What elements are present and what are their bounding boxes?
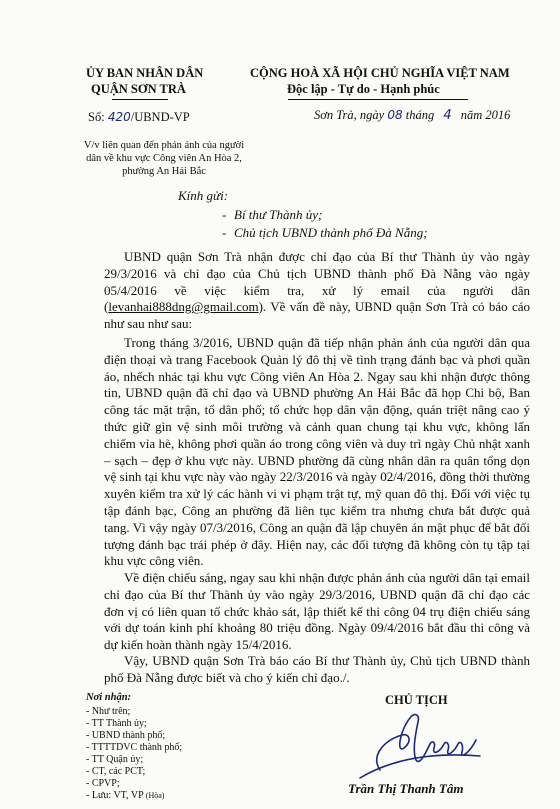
date-day: 08 xyxy=(387,108,403,122)
org-underline xyxy=(112,99,168,100)
motto: Độc lập - Tự do - Hạnh phúc xyxy=(287,82,440,96)
body-paragraph-1 xyxy=(104,249,530,333)
recipient-item: - UBND thành phố; xyxy=(86,730,166,741)
subject-block xyxy=(74,140,254,178)
date-month-label: tháng xyxy=(405,108,435,122)
email-link[interactable]: levanhai888dng@gmail.com xyxy=(108,299,259,315)
p1-text: UBND quận Sơn Trà nhận được chỉ đạo của Bí thư Thành ủy vào ngày 29/3/2016 và chỉ đạo của Chủ tịch UBND thành phố Đà Nẵng vào ngày 05/4/2016 về việc kiểm tra, xử lý email của người dân ( xyxy=(104,249,530,315)
subject-line: phường An Hải Bắc xyxy=(122,165,206,177)
dash-mark: - xyxy=(222,207,227,222)
p2-text: Trong tháng 3/2016, UBND quận đã tiếp nhận phản ánh của người dân qua điện thoại và trang Facebook Quản lý đô thị về tình trạng đánh bạc và phơi quần áo, nhếch nhác tại khu vực Công viên An Hòa 2. Ngay sau khi nhận được thông tin, UBND quận đã chỉ đạo và UBND phường An Hải Bắc đã họp Chi bộ, Ban công tác mặt trận, tổ dân phố; tổ chức họp dân vận động, quán triệt nâng cao ý thức giữ gìn vệ sinh môi trường và cảnh quan chung tại khu vực, không lấn chiếm vỉa hè, không phơi quần áo trong công viên và duy trì ngày Chủ nhật xanh – sạch – đẹp ở khu vực này. UBND phường đã cùng nhân dân ra quân tổng dọn vệ sinh tại khu vực này vào ngày 22/3/2016 và ngày 02/4/2016, đồng thời thường xuyên kiểm tra xử lý các hành vi vi phạm trật tự, mỹ quan đô thị. Đối với việc tụ tập đánh bạc, Công an phường đã liên tục kiểm tra nhưng chưa bắt được quả tang. Vì vậy ngày 07/3/2016, Công an quận đã lập chuyên án mật phục để bắt đối tượng đánh bạc trái phép ở đây. Hiện nay, các đối tượng đã không còn tụ tập tại khu vực công viên. xyxy=(104,335,530,569)
recipient-text: Bí thư Thành ủy; xyxy=(234,207,323,222)
recipients-title: Nơi nhận: xyxy=(86,692,132,703)
greeting-recipient xyxy=(222,207,322,223)
p1-text-end: ). Về vấn đề này, UBND quận Sơn Trà có báo cáo như sau như sau: xyxy=(104,299,530,332)
p3-text: Về điện chiếu sáng, ngay sau khi nhận được phản ánh của người dân tại email chỉ đạo của Bí thư Thành ủy vào ngày 29/3/2016, UBND quận đã chỉ đạo các đơn vị có liên quan tổ chức khảo sát, lập thiết kế thi công 04 trụ điện chiếu sáng với dự toán kinh phí khoảng 80 triệu đồng. Ngày 09/4/2016 bắt đầu thi công và dự kiến hoàn thành ngày 15/4/2016. xyxy=(104,570,530,653)
date-line xyxy=(314,108,510,123)
document-number xyxy=(88,110,190,125)
greeting-recipient xyxy=(222,225,428,241)
recipient-item-text: - Lưu: VT, VP xyxy=(86,790,144,801)
recipient-item: - Như trên; xyxy=(86,706,131,717)
recipient-item: - CT, các PCT; xyxy=(86,766,146,777)
org-name-line1: ỦY BAN NHÂN DÂN xyxy=(86,66,204,80)
motto-underline xyxy=(288,99,468,100)
recipient-text: Chủ tịch UBND thành phố Đà Nẵng; xyxy=(234,225,428,240)
country-name: CỘNG HOÀ XÃ HỘI CHỦ NGHĨA VIỆT NAM xyxy=(250,66,510,80)
handwritten-signature xyxy=(340,700,500,780)
signatory-name: Trần Thị Thanh Tâm xyxy=(348,781,464,796)
greeting-label: Kính gửi: xyxy=(178,188,229,203)
doc-no-prefix: Số: xyxy=(88,110,105,124)
signature-title: CHỦ TỊCH xyxy=(385,693,448,707)
recipients-list xyxy=(86,706,182,802)
recipient-suffix: (Hòa) xyxy=(145,791,165,800)
doc-no-suffix: /UBND-VP xyxy=(130,110,190,124)
date-month: 4 xyxy=(443,108,452,123)
subject-line: dân về khu vực Công viên An Hòa 2, xyxy=(86,152,242,164)
org-name-line2: QUẬN SƠN TRÀ xyxy=(91,82,186,96)
recipient-item: - TT Thành ủy; xyxy=(86,718,147,729)
dash-mark: - xyxy=(222,225,227,240)
date-place: Sơn Trà, ngày xyxy=(314,108,385,122)
body-paragraph-4 xyxy=(104,653,530,687)
subject-line: V/v liên quan đến phản ánh của người xyxy=(83,140,245,151)
recipient-item xyxy=(86,790,182,802)
doc-no-handwritten: 420 xyxy=(107,110,131,124)
date-year: năm 2016 xyxy=(460,108,511,122)
recipient-item: - TTTTDVC thành phố; xyxy=(86,742,183,753)
body-paragraph-3 xyxy=(104,570,530,654)
recipient-item: - TT Quận ủy; xyxy=(86,754,144,765)
body-paragraph-2 xyxy=(104,335,530,570)
p4-text: Vậy, UBND quận Sơn Trà báo cáo Bí thư Thành ủy, Chủ tịch UBND thành phố Đà Nẵng được biết và cho ý kiến chỉ đạo./. xyxy=(104,653,530,685)
recipient-item: - CPVP; xyxy=(86,778,120,789)
